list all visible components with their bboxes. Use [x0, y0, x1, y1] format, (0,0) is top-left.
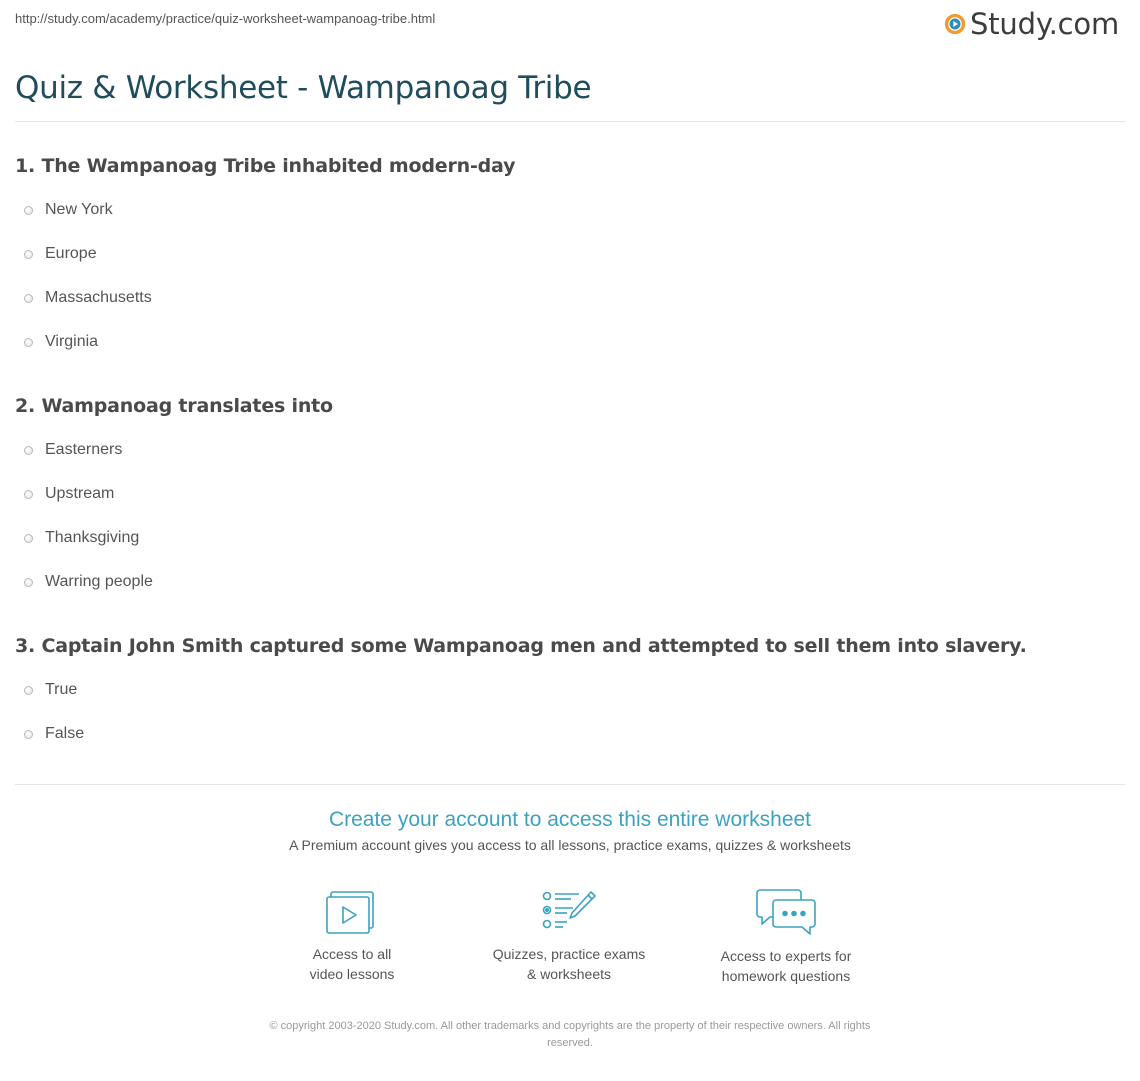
- radio-button[interactable]: [24, 490, 33, 499]
- q2-option-1[interactable]: [24, 440, 122, 460]
- q1-option-4[interactable]: [24, 332, 98, 352]
- radio-button[interactable]: [24, 446, 33, 455]
- option-label: Virginia: [45, 333, 99, 350]
- question-2: 2. Wampanoag translates into: [15, 395, 333, 417]
- feature-experts: [686, 888, 886, 986]
- feature-label: Quizzes, practice exams: [492, 946, 646, 962]
- copyright: [210, 1018, 930, 1052]
- cta-subtitle: A Premium account gives you access to all lessons, practice exams, quizzes & worksheets: [289, 837, 851, 853]
- q3-option-1[interactable]: [24, 680, 77, 700]
- option-label: Warring people: [45, 573, 153, 590]
- q1-option-2[interactable]: [24, 244, 97, 264]
- chat-bubbles-icon: [754, 888, 818, 938]
- q2-option-4[interactable]: [24, 572, 153, 592]
- option-label: Thanksgiving: [45, 529, 140, 546]
- option-label: New York: [45, 201, 113, 218]
- feature-label: Access to all: [312, 946, 392, 962]
- option-label: True: [45, 681, 78, 698]
- option-label: False: [45, 725, 85, 742]
- question-3: 3. Captain John Smith captured some Wampanoag men and attempted to sell them into slavery.: [15, 635, 1027, 657]
- radio-button[interactable]: [24, 206, 33, 215]
- divider-bottom: [15, 784, 1125, 785]
- option-label: Massachusetts: [45, 289, 152, 306]
- q1-option-1[interactable]: [24, 200, 113, 220]
- study-logo-text: Study.com: [970, 7, 1119, 41]
- q2-option-2[interactable]: [24, 484, 114, 504]
- q3-option-2[interactable]: [24, 724, 84, 744]
- q1-option-3[interactable]: [24, 288, 152, 308]
- feature-label: Access to experts for: [720, 948, 852, 964]
- divider-top: [15, 121, 1125, 122]
- radio-button[interactable]: [24, 730, 33, 739]
- option-label: Upstream: [45, 485, 115, 502]
- feature-quizzes: [469, 888, 669, 984]
- radio-button[interactable]: [24, 338, 33, 347]
- copyright-line: © copyright 2003-2020 Study.com. All other trademarks and copyrights are the property of their respective owners. All rights: [269, 1020, 871, 1032]
- video-lessons-icon: [325, 888, 379, 936]
- study-logo[interactable]: [944, 6, 1119, 42]
- radio-button[interactable]: [24, 578, 33, 587]
- page-url: http://study.com/academy/practice/quiz-worksheet-wampanoag-tribe.html: [15, 11, 436, 26]
- radio-button[interactable]: [24, 686, 33, 695]
- feature-label: & worksheets: [526, 966, 612, 982]
- option-label: Easterners: [45, 441, 123, 458]
- create-account-link[interactable]: Create your account to access this entire worksheet: [328, 808, 812, 831]
- radio-button[interactable]: [24, 250, 33, 259]
- radio-button[interactable]: [24, 534, 33, 543]
- radio-button[interactable]: [24, 294, 33, 303]
- feature-label: homework questions: [721, 968, 851, 984]
- copyright-line: reserved.: [547, 1037, 593, 1049]
- feature-label: video lessons: [309, 966, 395, 982]
- feature-video-lessons: [252, 888, 452, 984]
- page-title: Quiz & Worksheet - Wampanoag Tribe: [15, 70, 592, 106]
- quiz-checklist-icon: [541, 888, 597, 936]
- question-1: 1. The Wampanoag Tribe inhabited modern-day: [15, 155, 516, 177]
- option-label: Europe: [45, 245, 97, 262]
- study-logo-icon: [944, 11, 966, 37]
- q2-option-3[interactable]: [24, 528, 139, 548]
